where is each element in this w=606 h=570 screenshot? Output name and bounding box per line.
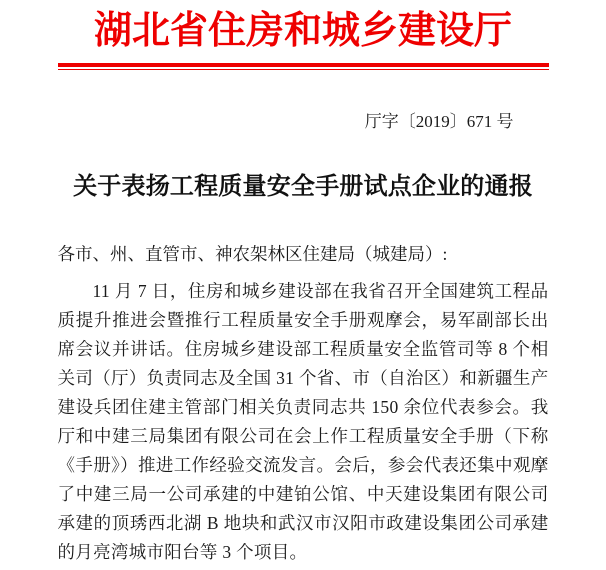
red-divider-rule [58,63,549,70]
document-body [58,112,549,567]
document-title: 关于表扬工程质量安全手册试点企业的通报 [73,174,533,200]
salutation-line: 各市、州、直管市、神农架林区住建局（城建局）: [57,244,448,264]
letterhead-rule-wrap [58,63,549,70]
letterhead-agency-name: 湖北省住房和城乡建设厅 [93,10,512,52]
body-paragraph: 11 月 7 日，住房和城乡建设部在我省召开全国建筑工程品质提升推进会暨推行工程质量安全手册观摩会，易军副部长出席会议并讲话。住房城乡建设部工程质量安全监管司等 8 个相关司（厅）负责同志及全国 31 个省、市（自治区）和新疆生产建设兵团住建主管部门相关负责同志共 150 余位代表参会。我厅和中建三局集团有限公司在会上作工程质量安全手册（下称《手册》）推进工作经验交流发言。会后，参会代表还集中观摩了中建三局一公司承建的中建铂公馆、中天建设集团有限公司承建的顶琇西北湖 B 地块和武汉市汉阳市政建设集团公司承建的月亮湾城市阳台等 3 个项目。 [57,281,549,562]
document-number: 厅字〔2019〕671 号 [364,112,514,131]
